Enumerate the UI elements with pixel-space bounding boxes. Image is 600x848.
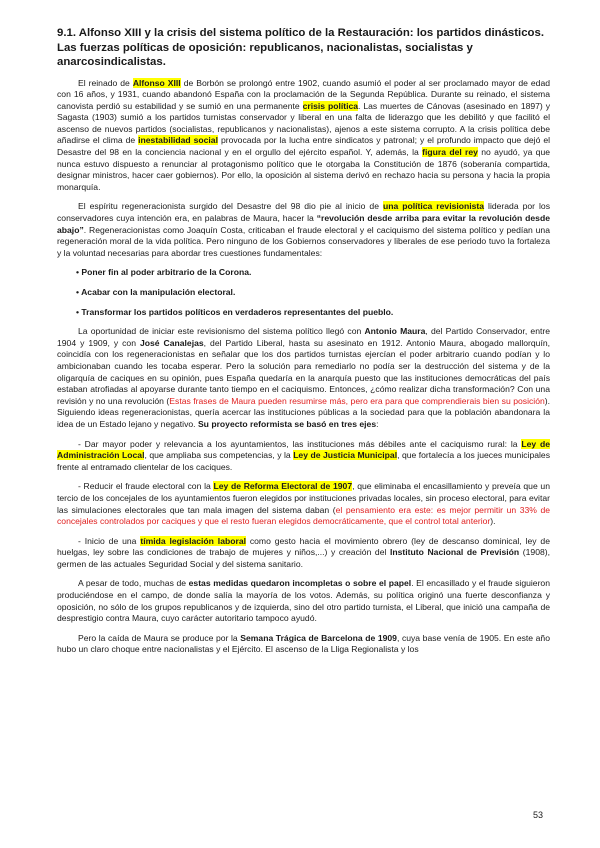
paragraph-balance: A pesar de todo, muchas de estas medidas quedaron incompletas o sobre el papel. El encasillado y el fraude siguieron produciéndose en el campo, de donde salía la mayoría de los votos. Además, su política originó una fuerte desconfianza y oposición, no sólo de los grupos republicanos y de izquierda, sino del otro partido turnista, el Liberal, que inició una campaña de desprestigio contra Maura, cuyo carácter autoritario tampoco ayudó. — [57, 578, 550, 624]
page-number: 53 — [533, 810, 544, 820]
bullet-item: • Poner fin al poder arbitrario de la Corona. — [76, 267, 252, 278]
highlight-crisis: crisis política — [302, 100, 359, 111]
highlight-inestabilidad: inestabilidad social — [138, 135, 218, 146]
highlight-alfonso: Alfonso XIII — [132, 77, 181, 88]
bullet-item: • Transformar los partidos políticos en verdaderos representantes del pueblo. — [76, 306, 394, 317]
paragraph-regeneracionismo: El espíritu regeneracionista surgido del Desastre del 98 dio pie al inicio de una política revisionista liderada por los conservadores cuya intención era, en palabras de Maura, hacer la “revolución desde arriba para evitar la revolución desde abajo”. Regeneracionistas como Joaquín Costa, criticaban el fraude electoral y el caciquismo del sistema político y pedían una regeneración moral de la vida política. Pero ninguno de los Gobiernos conservadores y liberales de ese periodo tuvo la fortaleza y la voluntad necesarias para abordar tres cuestiones fundamentales: — [57, 201, 550, 258]
teacher-note: Estas frases de Maura pueden resumirse más, pero era para que comprendierais bien su posición — [169, 395, 545, 406]
document-page — [57, 26, 550, 664]
paragraph-semana-tragica: Pero la caída de Maura se produce por la Semana Trágica de Barcelona de 1909, cuya base venía de 1905. En este año hubo un claro choque entre nacionalistas y el Ejército. El ascenso de la Lliga Regionalista y los — [57, 632, 550, 655]
section-title: 9.1. Alfonso XIII y la crisis del sistema político de la Restauración: los partidos dinásticos. Las fuerzas políticas de oposición: republicanos, nacionalistas, socialistas y anarcosindicalistas. — [57, 27, 544, 68]
paragraph-eje-electoral: - Reducir el fraude electoral con la Ley de Reforma Electoral de 1907, que eliminaba el encasillamiento y preveía que un tercio de los concejales de los ayuntamientos fueron elegidos por instituciones privadas locales, sin proceso electoral, para evitar las simulaciones electorales que tan mala imagen del sistema daban (el pensamiento era este: es mejor permitir un 33% de concejales controlados por caciques y que el resto fueran elegidos democráticamente, que el control total anterior). — [57, 481, 550, 527]
highlight-revisionista: una política revisionista — [382, 201, 485, 212]
teacher-note: el pensamiento era este: es mejor permitir un 33% de concejales controlados por caciques y que el resto fueran elegidos democráticamente, que el control total anterior — [57, 504, 550, 527]
bullet-item: • Acabar con la manipulación electoral. — [76, 287, 236, 297]
paragraph-eje-laboral: - Inicio de una tímida legislación laboral como gesto hacia el movimiento obrero (ley de descanso dominical, ley de huelgas, ley sobre las condiciones de trabajo de mujeres y niños,...) y creación del Instituto Nacional de Previsión (1908), germen de las actuales Seguridad Social y del sistema sanitario. — [57, 535, 551, 569]
quote-revolucion: “revolución desde arriba para evitar la revolución desde abajo” — [57, 213, 550, 235]
paragraph-reinado: El reinado de Alfonso XIII de Borbón se prolongó entre 1902, cuando asumió el poder al ser proclamado mayor de edad con 16 años, y 1931, cuando abandonó España con la proclamación de la Segunda República. Durante su reinado, el sistema canovista perdió su estabilidad y se sumió en una permanente crisis política. Las muertes de Cánovas (asesinado en 1897) y Sagasta (1903) sumió a los partidos turnistas conservador y liberal en una falta de liderazgo que les debilitó y que facilitó el ascenso de nuevos partidos (socialistas, republicanos y nacionalistas), ajenos a este sistema corrupto. A la crisis política debe añadirse el clima de inestabilidad social provocada por la lucha entre sindicatos y patronal; y el profundo impacto que dejó el Desastre del 98 en la conciencia nacional y en el orgullo del ejército español. Y, además, la figura del rey no ayudó, ya que nunca estuvo dispuesto a renunciar al protagonismo político que le otorgaba la Constitución de 1876 (soberanía compartida, designar ministros, hacer caer gobiernos). Por ello, la oposición al sistema derivó en rechazo hacia su persona y hacia la propia monarquía. — [57, 77, 551, 192]
paragraph-eje-ayuntamientos: - Dar mayor poder y relevancia a los ayuntamientos, las instituciones más débiles ante el caciquismo rural: la Ley de Administración Local, que ampliaba sus competencias, y la Ley de Justicia Municipal, que fortalecía a los jueces municipales frente al entramado clientelar de los caciques. — [57, 438, 551, 472]
paragraph-maura: La oportunidad de iniciar este revisionismo del sistema político llegó con Antonio Maura, del Partido Conservador, entre 1904 y 1909, y con José Canalejas, del Partido Liberal, hasta su asesinato en 1912. Antonio Maura, abogado mallorquín, coincidía con los regeneracionistas en señalar que los dos partidos turnistas ejercían el poder arbitrario cuando podían y lo ambicionaban cuando les tocaba esperar. Pero la solución para remediarlo no podía ser la destrucción del sistema y de la oligarquía de caciques en su opinión, pues España quedaría en la anarquía puesto que las instituciones democráticas del país estaban atrofiadas al apoyarse durante tanto tiempo en el caciquismo. Entonces, ¿cómo realizar dicha transformación? Con una revisión y no una revolución (Estas frases de Maura pueden resumirse más, pero era para que comprendierais bien su posición). Siguiendo ideas regeneracionistas, quería acercar las instituciones públicas a la sociedad para que la población abandonara la idea de un Estado lejano y negativo. Su proyecto reformista se basó en tres ejes: — [57, 326, 551, 429]
highlight-rey: figura del rey — [422, 147, 478, 158]
